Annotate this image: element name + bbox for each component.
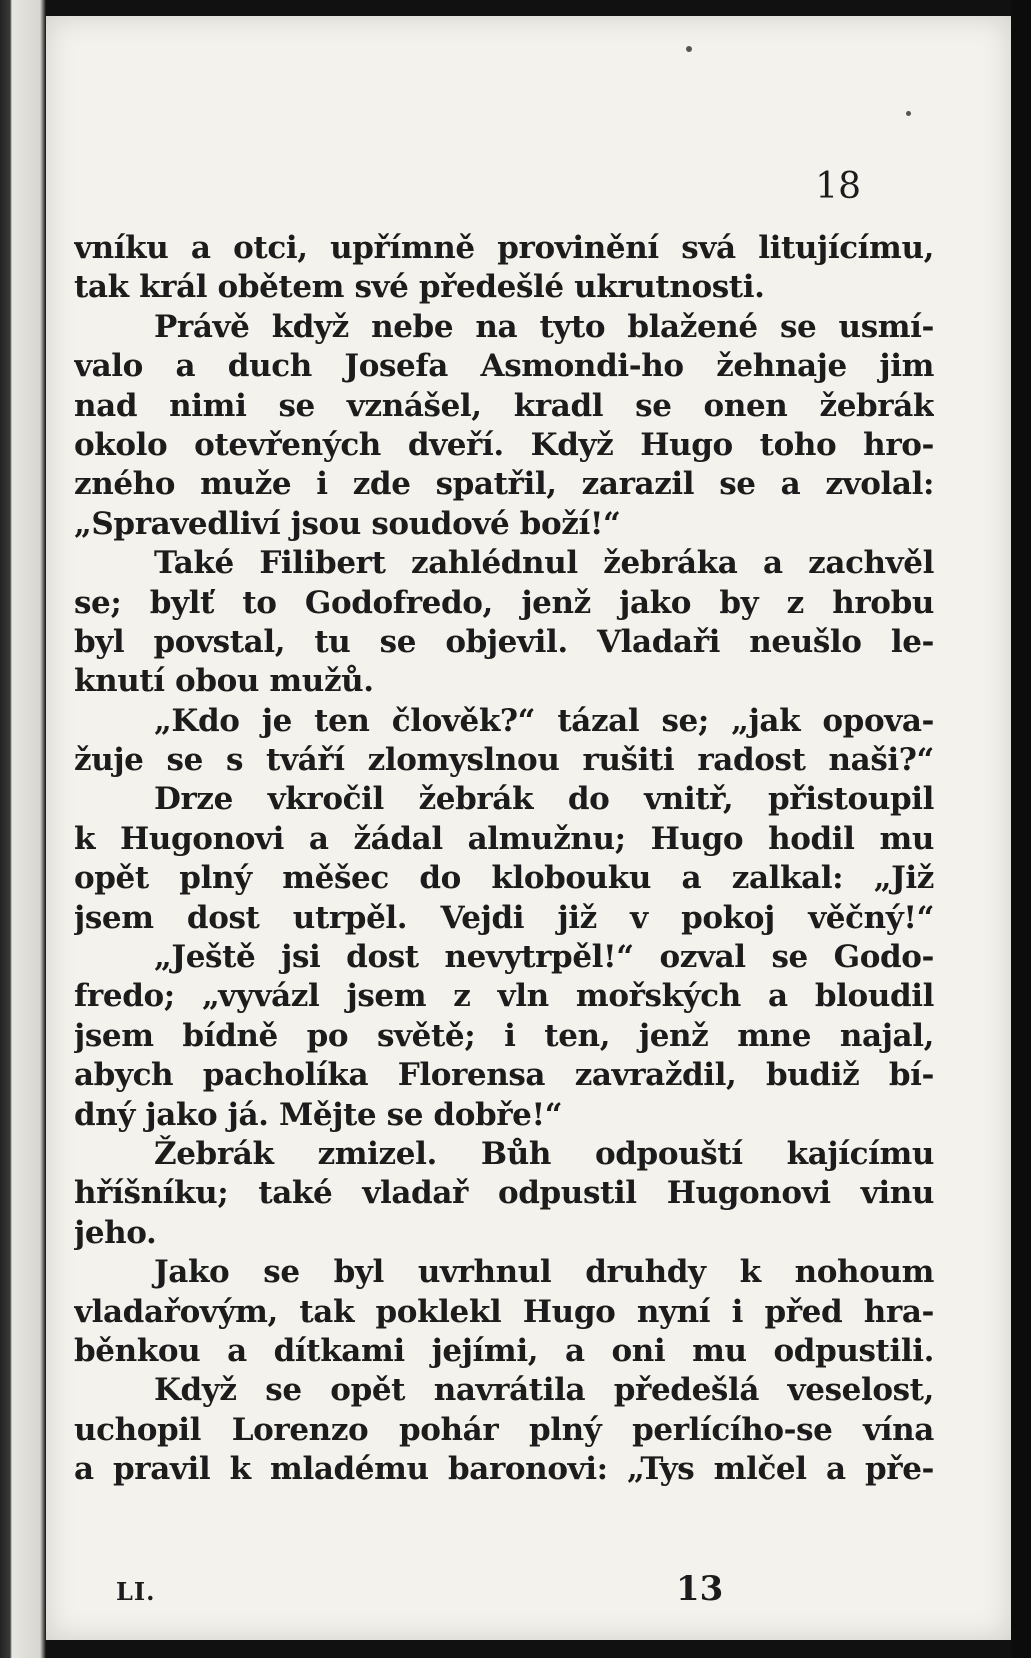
text-line: a pravil k mladému baronovi: „Tys mlčel a pře-	[74, 1451, 934, 1488]
text-line: „Ještě jsi dost nevytrpěl!“ ozval se Godo-	[154, 939, 934, 976]
text-line: vníku a otci, upřímně provinění svá litujícímu,	[74, 230, 934, 266]
text-line: jsem dost utrpěl. Vejdi již v pokoj věčný!“	[74, 899, 934, 936]
text-line: jsem bídně po světě; i ten, jenž mne najal,	[74, 1017, 934, 1054]
scan-border	[1011, 0, 1031, 1658]
text-line: valo a duch Josefa Asmondi-ho žehnaje jim	[74, 348, 934, 385]
signature-mark: LI.	[116, 1577, 156, 1606]
text-line: vladařovým, tak poklekl Hugo nyní i před hra-	[74, 1293, 934, 1330]
text-line: byl povstal, tu se objevil. Vladaři neušlo le-	[74, 623, 934, 660]
text-line: Žebrák zmizel. Bůh odpouští kajícímu	[154, 1135, 934, 1172]
paper-speck	[686, 46, 692, 52]
text-line: hříšníku; také vladař odpustil Hugonovi vinu	[74, 1175, 934, 1212]
text-line: dný jako já. Mějte se dobře!“	[74, 1096, 563, 1133]
text-line: tak král obětem své předešlé ukrutnosti.	[74, 269, 765, 306]
book-gutter	[0, 0, 46, 1658]
body-text	[74, 229, 934, 1490]
text-line: Právě když nebe na tyto blažené se usmí-	[154, 308, 934, 345]
text-line: „Kdo je ten člověk?“ tázal se; „jak opova-	[154, 702, 934, 739]
book-page	[46, 16, 1011, 1640]
text-line: žuje se s tváří zlomyslnou rušiti radost naši?“	[74, 742, 934, 779]
text-line: okolo otevřených dveří. Když Hugo toho hro-	[74, 426, 934, 463]
text-line: opět plný měšec do klobouku a zalkal: „Již	[74, 860, 934, 897]
paper-speck	[906, 111, 911, 116]
text-line: nad nimi se vznášel, kradl se onen žebrák	[74, 387, 934, 424]
text-line: Také Filibert zahlédnul žebráka a zachvěl	[154, 545, 934, 582]
text-line: se; bylť to Godofredo, jenž jako by z hrobu	[74, 584, 934, 621]
text-line: abych pacholíka Florensa zavraždil, budiž bí-	[74, 1057, 934, 1094]
text-line: Když se opět navrátila předešlá veselost,	[154, 1372, 934, 1409]
text-line: fredo; „vyvázl jsem z vln mořských a bloudil	[74, 978, 934, 1015]
text-line: jeho.	[74, 1214, 157, 1251]
sheet-number: 13	[676, 1569, 724, 1609]
page-number: 18	[815, 166, 861, 207]
text-line: Drze vkročil žebrák do vnitř, přistoupil	[154, 781, 934, 818]
text-line: uchopil Lorenzo pohár plný perlícího-se vína	[74, 1411, 934, 1448]
text-line: knutí obou mužů.	[74, 663, 374, 700]
text-line: Jako se byl uvrhnul druhdy k nohoum	[154, 1254, 934, 1291]
text-line: zného muže i zde spatřil, zarazil se a zvolal:	[74, 466, 934, 503]
text-line: „Spravedliví jsou soudové boží!“	[74, 505, 621, 542]
text-line: běnkou a dítkami jejími, a oni mu odpustili.	[74, 1332, 934, 1369]
text-line: k Hugonovi a žádal almužnu; Hugo hodil mu	[74, 820, 934, 857]
